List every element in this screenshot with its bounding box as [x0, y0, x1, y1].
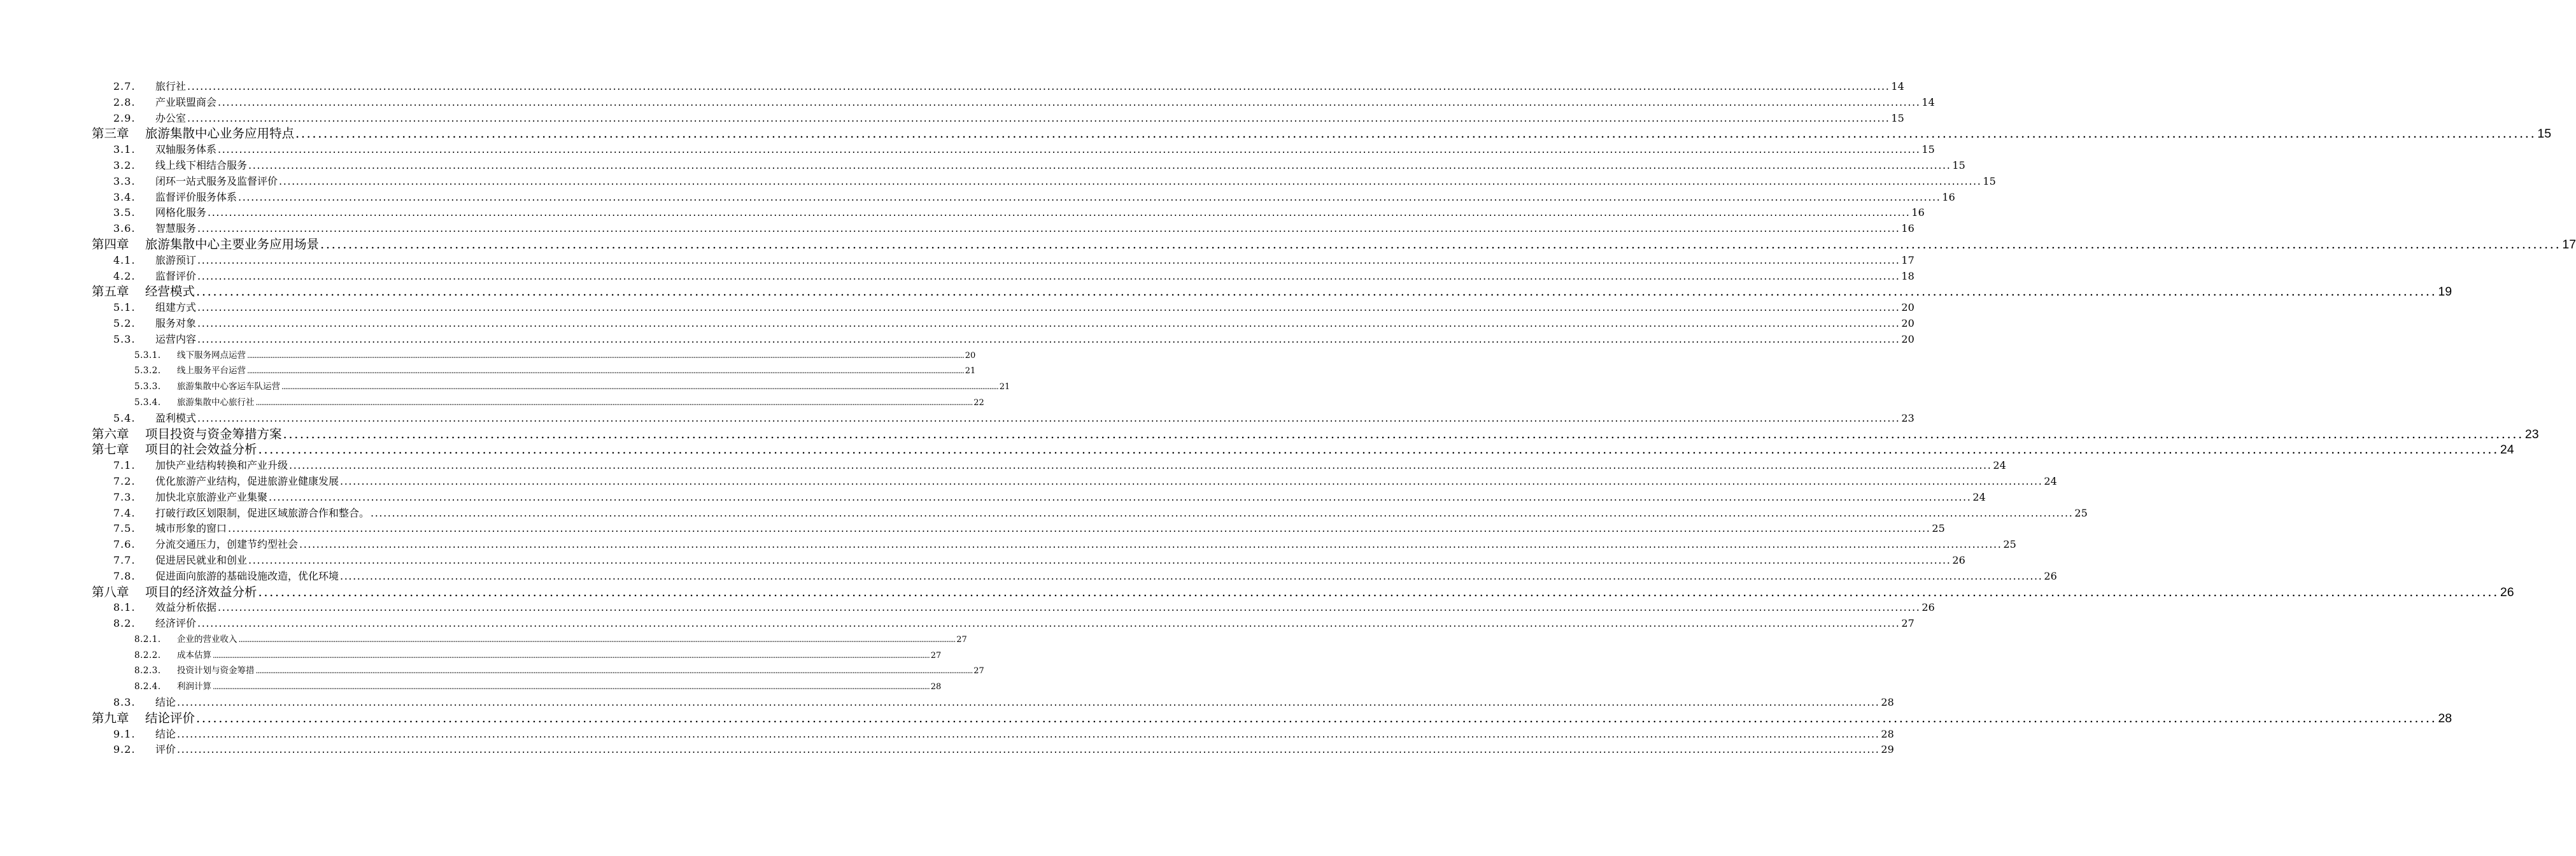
dot-leader: ................................................................................................................................................................................................................................................................................................................................................................................................................: [247, 350, 964, 360]
toc-entry-page: 16: [1911, 206, 1925, 219]
toc-entry-page: 21: [999, 382, 1010, 392]
toc-entry-number: 第四章: [92, 236, 129, 252]
toc-entry-number: 7.1.: [113, 459, 136, 472]
toc-entry[interactable]: [0, 727, 1894, 743]
toc-entry-line: [155, 411, 1914, 427]
toc-entry-title: 线上线下相结合服务: [155, 159, 248, 171]
toc-entry[interactable]: [0, 142, 1935, 158]
toc-entry-page: 28: [930, 682, 942, 692]
toc-entry-number: 8.2.1.: [134, 634, 161, 645]
toc-entry-line: [145, 426, 2539, 443]
toc-entry-number: 5.4.: [113, 411, 136, 424]
dot-leader: ................................................................................................................................................................................................................................................................................................................................................................................................................: [248, 159, 1951, 171]
toc-entry-page: 22: [973, 397, 984, 408]
toc-entry-title: 效益分析依据: [155, 601, 217, 614]
toc-entry-page: 20: [1901, 317, 1914, 329]
toc-entry[interactable]: [0, 205, 1925, 221]
toc-entry[interactable]: [0, 458, 2006, 474]
toc-entry-number: 3.2.: [113, 159, 136, 171]
toc-entry-page: 14: [1891, 80, 1904, 92]
toc-entry[interactable]: [0, 284, 2452, 300]
toc-entry-number: 8.2.4.: [134, 681, 161, 692]
dot-leader: ................................................................................................................................................................................................................................................................................................................................................................................................................: [218, 601, 1921, 614]
toc-entry-title: 旅游集散中心旅行社: [177, 397, 255, 408]
toc-entry-page: 27: [973, 666, 984, 676]
toc-entry-line: [155, 695, 1894, 711]
toc-entry-number: 5.1.: [113, 301, 136, 314]
toc-entry-number: 8.2.: [113, 617, 136, 630]
dot-leader: ................................................................................................................................................................................................................................................................................................................................................................................................................: [218, 143, 1921, 156]
toc-entry-number: 5.3.2.: [134, 366, 161, 376]
dot-leader: ................................................................................................................................................................................................................................................................................................................................................................................................................: [197, 411, 1900, 424]
toc-entry-number: 3.4.: [113, 190, 136, 203]
dot-leader: ................................................................................................................................................................................................................................................................................................................................................................................................................: [187, 80, 1890, 92]
dot-leader: ................................................................................................................................................................................................................................................................................................................................................................................................................: [295, 126, 2537, 141]
toc-entry-line: [155, 616, 1914, 632]
toc-entry[interactable]: [0, 190, 1955, 206]
toc-entry-number: 7.7.: [113, 553, 136, 566]
toc-entry-number: 7.4.: [113, 506, 136, 519]
toc-entry-line: [155, 79, 1904, 95]
toc-entry-title: 经营模式: [145, 284, 195, 299]
toc-entry-title: 投资计划与资金筹措: [177, 666, 255, 676]
toc-entry-line: [155, 458, 2006, 474]
toc-entry-page: 26: [2500, 585, 2514, 599]
dot-leader: ................................................................................................................................................................................................................................................................................................................................................................................................................: [197, 269, 1900, 282]
toc-entry[interactable]: [0, 332, 1914, 348]
toc-entry[interactable]: [0, 158, 1965, 174]
toc-entry-number: 8.2.3.: [134, 666, 161, 676]
dot-leader: ................................................................................................................................................................................................................................................................................................................................................................................................................: [238, 190, 1941, 203]
toc-entry-page: 17: [2562, 237, 2576, 252]
toc-entry-number: 8.1.: [113, 601, 136, 614]
toc-entry-page: 23: [2524, 427, 2539, 441]
toc-entry-line: [155, 569, 2057, 585]
toc-entry-title: 产业联盟商会: [155, 96, 217, 108]
toc-entry-page: 27: [1901, 617, 1914, 630]
toc-entry-line: [155, 474, 2057, 490]
toc-entry-line: [155, 190, 1955, 206]
dot-leader: ................................................................................................................................................................................................................................................................................................................................................................................................................: [371, 506, 2074, 519]
toc-entry-line: [155, 253, 1914, 269]
toc-entry-page: 20: [1901, 332, 1914, 345]
toc-entry-title: 服务对象: [155, 317, 197, 329]
dot-leader: ................................................................................................................................................................................................................................................................................................................................................................................................................: [197, 317, 1900, 329]
toc-entry-line: [145, 236, 2576, 253]
toc-entry-page: 28: [1881, 696, 1894, 709]
toc-entry-title: 双轴服务体系: [155, 143, 217, 156]
toc-entry[interactable]: [0, 379, 1010, 395]
toc-entry-title: 智慧服务: [155, 222, 197, 235]
toc-entry-page: 27: [956, 634, 967, 645]
toc-entry[interactable]: [0, 474, 2057, 490]
toc-entry-number: 3.3.: [113, 175, 136, 187]
toc-entry-page: 28: [2438, 711, 2452, 725]
toc-entry-line: [177, 663, 984, 680]
toc-entry-number: 7.2.: [113, 474, 136, 487]
dot-leader: ................................................................................................................................................................................................................................................................................................................................................................................................................: [340, 569, 2043, 582]
toc-entry-page: 15: [1921, 143, 1935, 156]
toc-entry-number: 第五章: [92, 284, 129, 299]
toc-entry-title: 线上服务平台运营: [177, 366, 246, 376]
toc-entry-number: 7.5.: [113, 522, 136, 535]
toc-entry-page: 21: [965, 366, 976, 376]
toc-entry-number: 5.3.1.: [134, 350, 161, 360]
toc-entry[interactable]: [0, 95, 1935, 111]
toc-entry-line: [155, 537, 2016, 553]
toc-entry-title: 结论: [155, 696, 176, 709]
dot-leader: ................................................................................................................................................................................................................................................................................................................................................................................................................: [299, 538, 2002, 551]
toc-entry-page: 15: [1952, 159, 1965, 171]
toc-entry-title: 旅游预订: [155, 253, 197, 266]
toc-entry-title: 项目投资与资金筹措方案: [145, 426, 282, 441]
dot-leader: ................................................................................................................................................................................................................................................................................................................................................................................................................: [197, 301, 1900, 314]
toc-entry-line: [155, 742, 1894, 758]
toc-entry-line: [155, 332, 1914, 348]
toc-entry[interactable]: [0, 269, 1914, 285]
dot-leader: ................................................................................................................................................................................................................................................................................................................................................................................................................: [197, 222, 1900, 235]
dot-leader: ................................................................................................................................................................................................................................................................................................................................................................................................................: [208, 206, 1911, 219]
toc-entry-line: [177, 348, 976, 364]
toc-entry-line: [155, 506, 2088, 522]
toc-entry-page: 15: [1983, 175, 1996, 187]
toc-entry-page: 18: [1901, 269, 1914, 282]
toc-entry-title: 促进居民就业和创业: [155, 553, 248, 566]
toc-entry-line: [155, 221, 1914, 237]
toc-entry-title: 评价: [155, 743, 176, 756]
toc-entry-title: 加快产业结构转换和产业升级: [155, 459, 288, 472]
toc-entry-number: 5.3.4.: [134, 397, 161, 408]
dot-leader: ................................................................................................................................................................................................................................................................................................................................................................................................................: [279, 175, 1982, 187]
toc-entry-line: [177, 632, 967, 648]
toc-entry[interactable]: [0, 600, 1935, 616]
toc-entry-number: 5.2.: [113, 317, 136, 329]
toc-entry[interactable]: [0, 569, 2057, 585]
dot-leader: ................................................................................................................................................................................................................................................................................................................................................................................................................: [255, 397, 973, 407]
toc-entry-title: 盈利模式: [155, 411, 197, 424]
toc-entry-line: [155, 95, 1935, 111]
toc-entry-number: 第八章: [92, 584, 129, 599]
toc-entry-page: 25: [1932, 522, 1945, 535]
toc-entry-number: 4.1.: [113, 253, 136, 266]
toc-entry-number: 第三章: [92, 126, 129, 141]
toc-entry-title: 优化旅游产业结构，促进旅游业健康发展: [155, 474, 339, 487]
toc-entry[interactable]: [0, 537, 2016, 553]
dot-leader: ................................................................................................................................................................................................................................................................................................................................................................................................................: [340, 474, 2043, 487]
toc-entry-number: 5.3.3.: [134, 382, 161, 392]
dot-leader: ................................................................................................................................................................................................................................................................................................................................................................................................................: [258, 442, 2499, 457]
toc-entry[interactable]: [0, 648, 942, 664]
dot-leader: ................................................................................................................................................................................................................................................................................................................................................................................................................: [248, 553, 1951, 566]
toc-entry[interactable]: [0, 411, 1914, 427]
toc-entry-page: 26: [2044, 569, 2057, 582]
toc-entry-title: 闭环一站式服务及监督评价: [155, 175, 278, 187]
toc-entry[interactable]: [0, 236, 2576, 253]
toc-entry-number: 9.1.: [113, 727, 136, 740]
toc-entry-page: 24: [2044, 474, 2057, 487]
dot-leader: ................................................................................................................................................................................................................................................................................................................................................................................................................: [269, 490, 1972, 503]
dot-leader: ................................................................................................................................................................................................................................................................................................................................................................................................................: [213, 682, 930, 692]
toc-entry-line: [155, 316, 1914, 332]
toc-entry-line: [145, 126, 2552, 142]
toc-entry-page: 25: [2003, 538, 2016, 551]
toc-entry[interactable]: [0, 695, 1894, 711]
toc-entry-page: 26: [1952, 553, 1965, 566]
dot-leader: ................................................................................................................................................................................................................................................................................................................................................................................................................: [187, 111, 1890, 124]
dot-leader: ................................................................................................................................................................................................................................................................................................................................................................................................................: [197, 617, 1900, 630]
toc-entry-line: [155, 142, 1935, 158]
toc-entry-title: 项目的经济效益分析: [145, 584, 257, 599]
toc-entry-number: 3.5.: [113, 206, 136, 219]
toc-entry-title: 项目的社会效益分析: [145, 442, 257, 457]
toc-entry-title: 网格化服务: [155, 206, 207, 219]
dot-leader: ................................................................................................................................................................................................................................................................................................................................................................................................................: [289, 459, 1992, 472]
toc-entry[interactable]: [0, 679, 942, 695]
toc-entry-title: 城市形象的窗口: [155, 522, 227, 535]
toc-entry[interactable]: [0, 742, 1894, 758]
toc-entry-page: 17: [1901, 253, 1914, 266]
toc-entry[interactable]: [0, 710, 2452, 727]
dot-leader: ................................................................................................................................................................................................................................................................................................................................................................................................................: [281, 382, 998, 392]
dot-leader: ................................................................................................................................................................................................................................................................................................................................................................................................................: [238, 634, 956, 644]
toc-entry-title: 打破行政区划限制，促进区域旅游合作和整合。: [155, 506, 370, 519]
toc-entry[interactable]: [0, 363, 976, 379]
toc-entry-page: 24: [1972, 490, 1986, 503]
toc-entry[interactable]: [0, 616, 1914, 632]
table-of-contents: [0, 79, 2576, 758]
toc-entry-page: 25: [2074, 506, 2088, 519]
toc-entry-title: 结论: [155, 727, 176, 740]
toc-entry-page: 28: [1881, 727, 1894, 740]
toc-entry[interactable]: [0, 442, 2514, 458]
toc-entry-title: 组建方式: [155, 301, 197, 314]
toc-entry-line: [155, 600, 1935, 616]
toc-entry[interactable]: [0, 632, 967, 648]
toc-entry-title: 促进面向旅游的基础设施改造，优化环境: [155, 569, 339, 582]
toc-entry-title: 旅行社: [155, 80, 187, 92]
toc-entry-page: 20: [1901, 301, 1914, 314]
toc-entry-line: [155, 300, 1914, 316]
toc-entry[interactable]: [0, 174, 1996, 190]
dot-leader: ................................................................................................................................................................................................................................................................................................................................................................................................................: [177, 696, 1880, 709]
toc-entry-title: 旅游集散中心业务应用特点: [145, 126, 295, 141]
toc-entry-title: 旅游集散中心主要业务应用场景: [145, 236, 320, 252]
dot-leader: ................................................................................................................................................................................................................................................................................................................................................................................................................: [320, 236, 2561, 252]
toc-entry-title: 成本估算: [177, 650, 211, 660]
toc-entry[interactable]: [0, 663, 984, 679]
toc-entry[interactable]: [0, 316, 1914, 332]
toc-entry-page: 14: [1921, 96, 1935, 108]
dot-leader: ................................................................................................................................................................................................................................................................................................................................................................................................................: [177, 743, 1880, 756]
toc-entry-line: [155, 269, 1914, 285]
toc-entry-line: [177, 379, 1010, 396]
toc-entry-page: 26: [1921, 601, 1935, 614]
toc-entry-number: 2.9.: [113, 111, 136, 124]
toc-entry-line: [155, 174, 1996, 190]
toc-entry-number: 第九章: [92, 710, 129, 725]
toc-entry-line: [155, 490, 1986, 506]
toc-entry-title: 企业的营业收入: [177, 634, 237, 645]
toc-entry-line: [177, 648, 942, 664]
toc-entry-page: 20: [965, 350, 976, 360]
toc-entry-line: [155, 205, 1925, 221]
toc-entry[interactable]: [0, 553, 1965, 569]
toc-entry-line: [177, 363, 976, 380]
toc-entry-number: 第六章: [92, 426, 129, 441]
toc-entry-number: 4.2.: [113, 269, 136, 282]
toc-entry-page: 23: [1901, 411, 1914, 424]
dot-leader: ................................................................................................................................................................................................................................................................................................................................................................................................................: [255, 666, 973, 676]
dot-leader: ................................................................................................................................................................................................................................................................................................................................................................................................................: [283, 426, 2524, 441]
toc-entry[interactable]: [0, 300, 1914, 316]
toc-entry-page: 16: [1901, 222, 1914, 235]
toc-entry-title: 办公室: [155, 111, 187, 124]
toc-entry-line: [145, 710, 2452, 727]
dot-leader: ................................................................................................................................................................................................................................................................................................................................................................................................................: [213, 650, 930, 660]
toc-entry-number: 7.6.: [113, 538, 136, 551]
toc-entry-number: 8.2.2.: [134, 650, 161, 660]
toc-entry[interactable]: [0, 584, 2514, 601]
toc-entry[interactable]: [0, 490, 1986, 506]
toc-entry[interactable]: [0, 521, 1945, 537]
toc-entry[interactable]: [0, 111, 1904, 127]
toc-entry-page: 29: [1881, 743, 1894, 756]
toc-entry-line: [177, 679, 942, 696]
toc-entry-page: 15: [2537, 127, 2552, 141]
toc-entry-title: 经济评价: [155, 617, 197, 630]
dot-leader: ................................................................................................................................................................................................................................................................................................................................................................................................................: [228, 522, 1931, 535]
dot-leader: ................................................................................................................................................................................................................................................................................................................................................................................................................: [197, 332, 1900, 345]
toc-entry-number: 第七章: [92, 442, 129, 457]
toc-entry[interactable]: [0, 221, 1914, 237]
dot-leader: ................................................................................................................................................................................................................................................................................................................................................................................................................: [196, 284, 2437, 299]
toc-entry-number: 7.8.: [113, 569, 136, 582]
toc-entry[interactable]: [0, 395, 984, 411]
toc-entry[interactable]: [0, 126, 2552, 142]
toc-entry[interactable]: [0, 348, 976, 364]
toc-entry-number: 8.3.: [113, 696, 136, 709]
toc-entry[interactable]: [0, 506, 2088, 522]
toc-entry-title: 利润计算: [177, 681, 211, 692]
toc-entry-title: 结论评价: [145, 710, 195, 725]
toc-entry-page: 15: [1891, 111, 1904, 124]
toc-entry-line: [177, 395, 984, 411]
toc-entry-title: 监督评价服务体系: [155, 190, 237, 203]
toc-entry-line: [155, 553, 1965, 569]
toc-entry-line: [155, 521, 1945, 537]
toc-entry-number: 9.2.: [113, 743, 136, 756]
toc-entry-title: 运营内容: [155, 332, 197, 345]
toc-entry-line: [155, 727, 1894, 743]
toc-entry-number: 3.1.: [113, 143, 136, 156]
toc-entry[interactable]: [0, 253, 1914, 269]
toc-entry-page: 24: [2500, 443, 2514, 457]
toc-entry-title: 加快北京旅游业产业集聚: [155, 490, 268, 503]
toc-entry-page: 19: [2438, 285, 2452, 299]
toc-entry[interactable]: [0, 426, 2539, 443]
dot-leader: ................................................................................................................................................................................................................................................................................................................................................................................................................: [258, 584, 2499, 599]
toc-entry-page: 16: [1942, 190, 1955, 203]
toc-entry-page: 27: [930, 650, 942, 660]
toc-entry-line: [155, 158, 1965, 174]
toc-entry-number: 2.8.: [113, 96, 136, 108]
toc-entry-title: 线下服务网点运营: [177, 350, 246, 360]
toc-entry-number: 2.7.: [113, 80, 136, 92]
toc-entry-title: 分流交通压力，创建节约型社会: [155, 538, 299, 551]
dot-leader: ................................................................................................................................................................................................................................................................................................................................................................................................................: [197, 253, 1900, 266]
toc-entry-number: 5.3.: [113, 332, 136, 345]
dot-leader: ................................................................................................................................................................................................................................................................................................................................................................................................................: [218, 96, 1921, 108]
toc-entry-number: 7.3.: [113, 490, 136, 503]
toc-entry-title: 监督评价: [155, 269, 197, 282]
dot-leader: ................................................................................................................................................................................................................................................................................................................................................................................................................: [247, 366, 964, 376]
toc-entry-line: [145, 442, 2514, 458]
toc-entry-number: 3.6.: [113, 222, 136, 235]
toc-entry-title: 旅游集散中心客运车队运营: [177, 382, 280, 392]
dot-leader: ................................................................................................................................................................................................................................................................................................................................................................................................................: [177, 727, 1880, 740]
toc-entry-line: [145, 584, 2514, 601]
dot-leader: ................................................................................................................................................................................................................................................................................................................................................................................................................: [196, 710, 2437, 725]
toc-entry[interactable]: [0, 79, 1904, 95]
toc-entry-page: 24: [1993, 459, 2006, 472]
toc-entry-line: [155, 111, 1904, 127]
toc-entry-line: [145, 284, 2452, 300]
